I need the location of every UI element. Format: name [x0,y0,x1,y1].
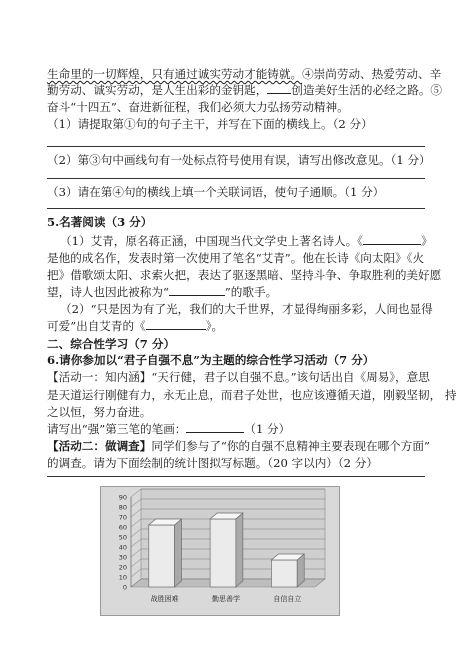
activity-1-line-2: 是天道运行刚健有力，永无止息，而君子处世，也应该遵循天道，刚毅坚韧， 持 [47,388,457,402]
stroke-question [47,421,290,437]
y-tick-label: 60 [118,523,127,532]
reading-q1-line-3: 把》借歌颂太阳、求索火把，表达了驱逐黑暗、坚持斗争、争取胜利的美好愿 [47,268,442,282]
passage-text: 勤劳动、诚实劳动，是人生出彩的金钥匙， [47,83,268,97]
question-text: 请写出“强”第三笔的笔画： [47,422,187,436]
y-tick-label: 10 [118,573,127,582]
section-5-title: 5.名著阅读（3 分） [47,215,153,229]
question-1: （1）请提取第①句的句子主干，并写在下面的横线上。（2 分） [47,117,373,131]
y-tick-label: 40 [118,543,127,552]
gridline-side [131,559,141,567]
activity-1-line-1 [47,369,430,385]
passage-line-1 [47,66,441,82]
fill-blank[interactable] [186,421,244,433]
passage-line-2 [47,82,442,98]
gridline-side [131,549,141,557]
bar-chart-svg [101,487,339,615]
gridline-side [131,519,141,527]
question-text: ”的歌手。 [224,285,278,299]
y-tick-label: 30 [118,553,127,562]
gridline-side [131,529,141,537]
question-text: （1 分） [244,422,291,436]
gridline-side [131,509,141,517]
activity-text: 同学们参与了“你的自强不息精神主要表现在哪个方面” [151,439,430,453]
activity-text: “天行健，君子以自强不息。”该句话出自《周易》，意思 [151,370,430,384]
activity-label: 【活动二：做调查】 [47,439,152,453]
question-3: （3）请在第④句的横线上填一个关联词语，使句子通顺。（1 分） [47,185,385,199]
question-text: （1）艾青，原名蒋正涵，中国现当代文学史上著名诗人。《 [60,234,364,248]
reading-q2-line-1: （2）“只是因为有了光，我们的大千世界，才显得绚丽多彩，人间也显得 [60,302,433,316]
answer-line[interactable] [47,178,425,179]
question-6: 6.请你参加以“君子自强不息”为主题的综合性学习活动（7 分） [47,353,375,367]
x-category-label: 战胜困难 [150,595,179,603]
y-tick-label: 90 [118,493,127,502]
reading-q1-line-1 [60,233,433,249]
activity-2-line-2: 的调查。请为下面绘制的统计图拟写标题。（20 字以内）（2 分） [47,456,378,470]
gridline-side [131,569,141,577]
bar [149,525,175,587]
question-2: （2）第③句中画线句有一处标点符号使用有误，请写出修改意见。（1 分） [47,153,431,167]
gridline-side [131,499,141,507]
question-text: 望，诗人也因此被称为“ [47,285,169,299]
underlined-sentence: 生命里的一切辉煌，只有通过诚实劳动才能铸就。 [47,67,303,81]
activity-1-line-3: 之以恒，努力奋进。 [47,405,152,419]
passage-line-3: 奋斗“十四五”、奋进新征程，我们必须大力弘扬劳动精神。 [47,100,349,114]
question-text: 可爱”出自艾青的《 [47,319,146,333]
question-text: 》。 [205,319,224,333]
y-tick-label: 70 [118,513,127,522]
reading-q2-line-2 [47,318,223,334]
passage-text: 创造美好生活的必经之路。⑤ [291,83,443,97]
gridline-side [131,489,141,497]
y-tick-label: 0 [122,583,127,592]
y-tick-label: 50 [118,533,127,542]
y-tick-label: 80 [118,503,127,512]
activity-2-line-1 [47,438,430,454]
bar-side [175,519,182,587]
y-tick-label: 20 [118,563,127,572]
question-text: 》 [421,234,433,248]
section-2-title: 二、综合性学习（7 分） [47,337,176,351]
survey-bar-chart [100,486,340,616]
x-category-label: 勤思善学 [212,595,240,603]
passage-text: ④崇尚劳动、热爱劳动、辛 [302,67,442,81]
answer-line[interactable] [47,208,425,209]
answer-line[interactable] [47,146,425,147]
x-category-label: 自信自立 [273,595,302,603]
answer-line[interactable] [47,476,425,477]
bar [210,519,236,587]
fill-blank[interactable] [267,82,291,94]
bar-side [236,513,243,587]
fill-blank[interactable] [169,284,225,296]
gridline-side [131,539,141,547]
activity-label: 【活动一：知内涵】 [47,370,152,384]
fill-blank[interactable] [146,318,206,330]
reading-q1-line-2: 是他的成名作，发表时第一次使用了笔名“艾青”。他在长诗《向太阳》《火 [47,251,425,265]
reading-q1-line-4 [47,284,277,300]
fill-blank[interactable] [363,233,421,245]
bar [271,560,297,587]
bar-side [297,554,304,587]
